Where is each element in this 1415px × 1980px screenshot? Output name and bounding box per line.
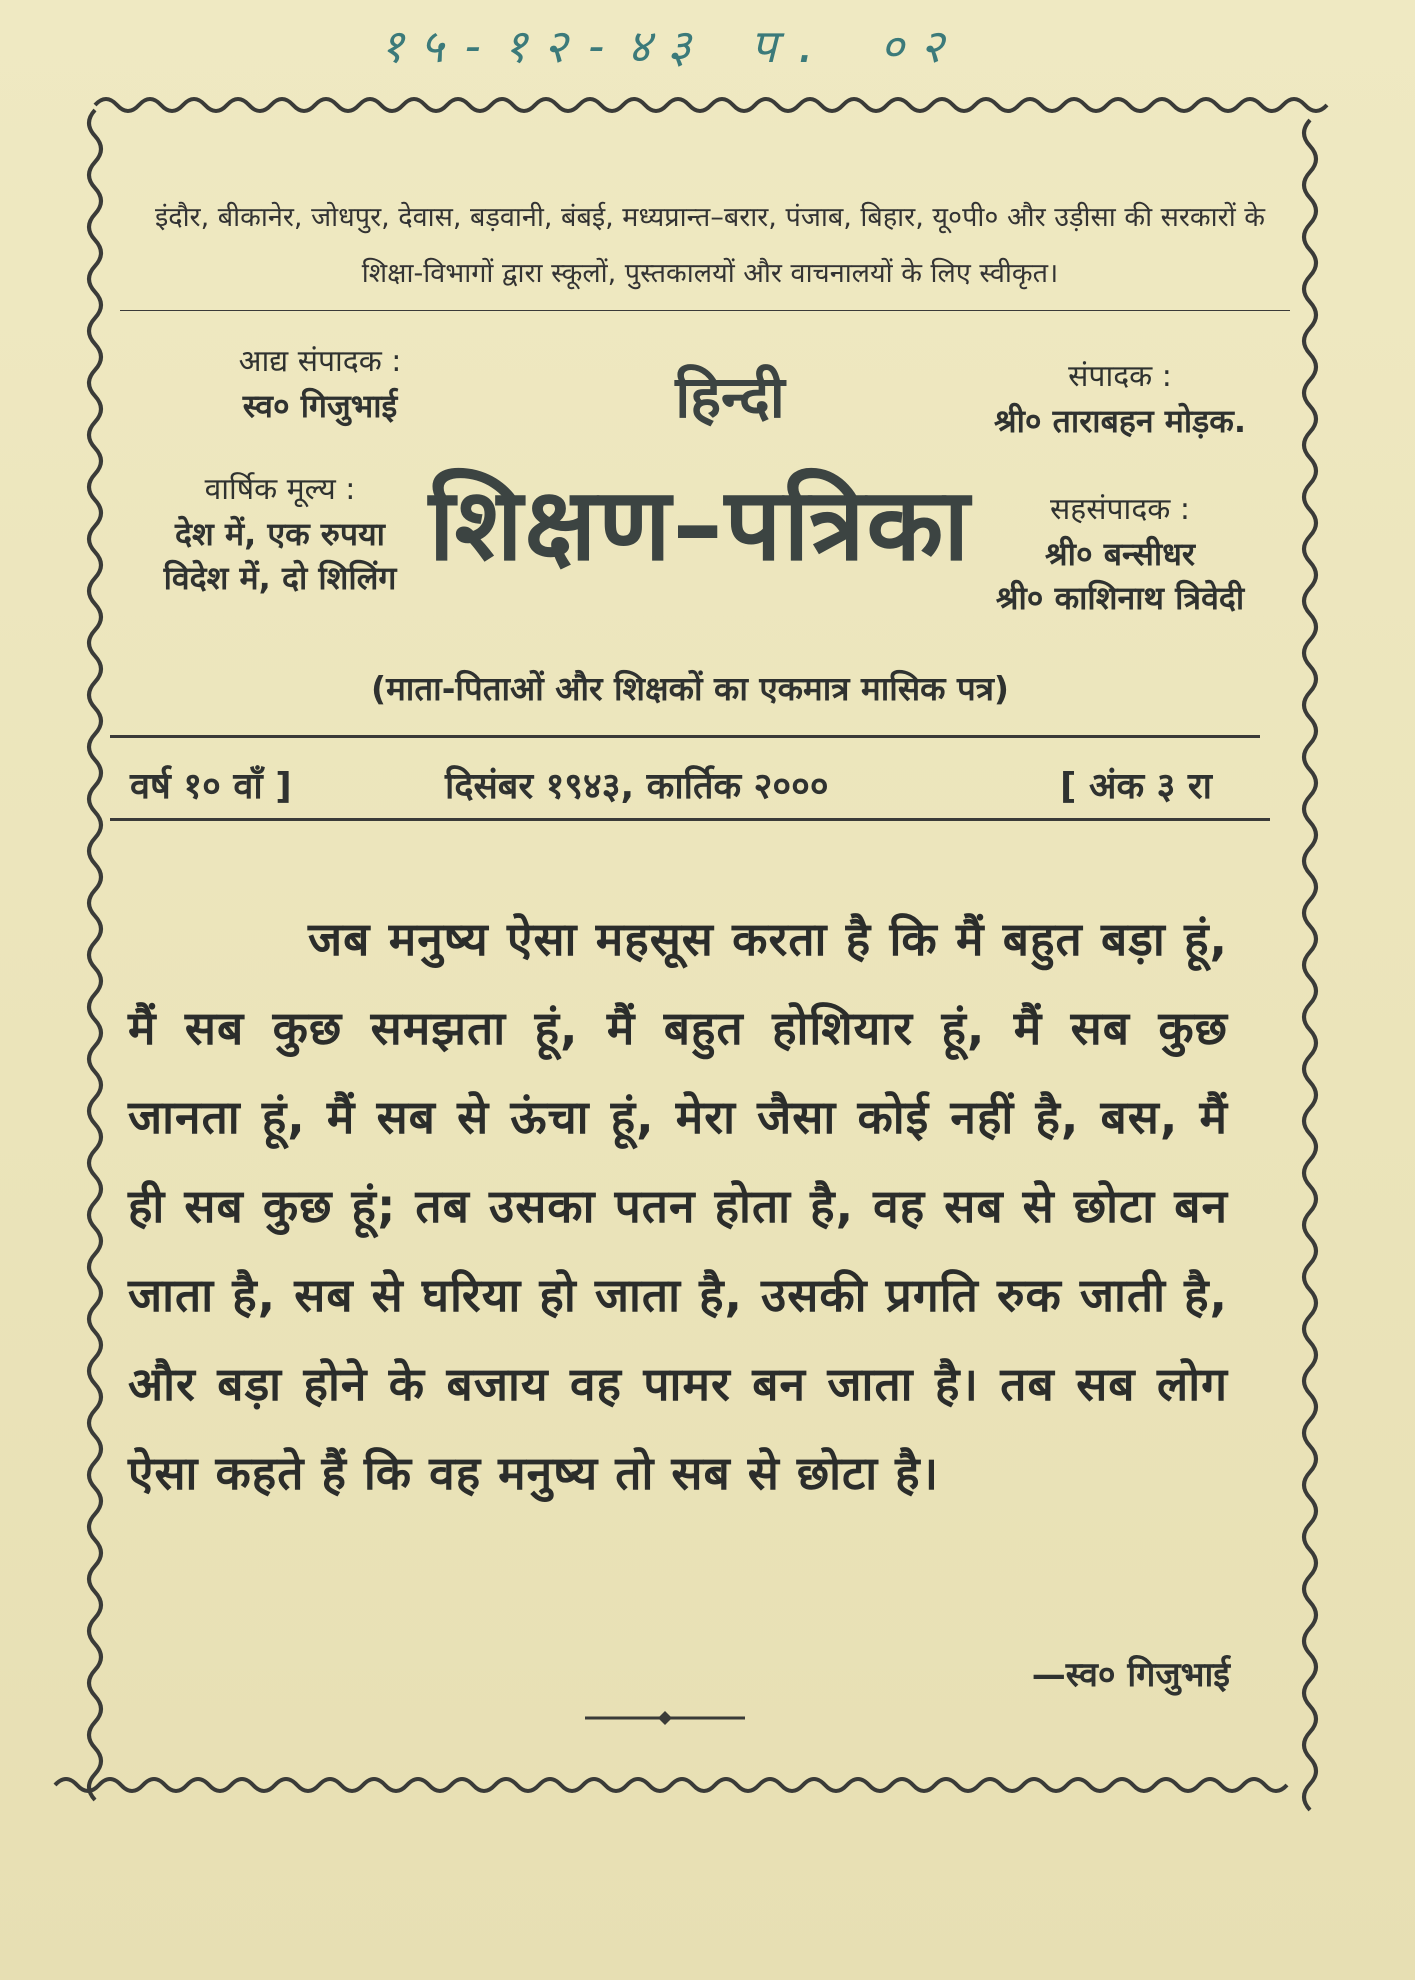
title-small: हिन्दी bbox=[675, 363, 785, 431]
founding-editor-name: स्व० गिजुभाई bbox=[242, 387, 398, 425]
subscription-foreign: विदेश में, दो शिलिंग bbox=[163, 559, 397, 597]
body-text: जब मनुष्य ऐसा महसूस करता है कि मैं बहुत बड़ा हूं, मैं सब कुछ समझता हूं, मैं बहुत होशियार हूं, मैं सब कुछ जानता हूं, मैं सब से ऊंचा हूं, मेरा जैसा कोई नहीं है, बस, मैं ही सब कुछ हूं; तब उसका पतन होता है, वह सब से छोटा बन जाता है, सब से घरिया हो जाता है, उसकी प्रगति रुक जाती है, और बड़ा होने के बजाय वह पामर बन जाता है। तब सब लोग ऐसा कहते हैं कि वह मनुष्य तो सब से छोटा है। bbox=[128, 912, 1228, 1500]
co-editors-label: सहसंपादक : bbox=[1050, 492, 1190, 527]
editor-block bbox=[950, 355, 1290, 443]
issue-number: [ अंक ३ रा bbox=[1060, 766, 1212, 807]
border-left bbox=[89, 110, 101, 1800]
ornament-divider bbox=[585, 1708, 745, 1728]
tagline: (माता-पिताओं और शिक्षकों का एकमात्र मासिक पत्र) bbox=[370, 669, 1010, 708]
border-right bbox=[1304, 120, 1316, 1810]
border-top bbox=[95, 99, 1327, 111]
subscription-domestic: देश में, एक रुपया bbox=[175, 515, 385, 553]
issue-year: वर्ष १० वाँ ] bbox=[130, 766, 292, 807]
founding-editor-block bbox=[170, 340, 470, 428]
co-editors-block bbox=[950, 488, 1290, 620]
divider bbox=[120, 310, 1290, 311]
subscription-block bbox=[120, 468, 440, 600]
border-bottom bbox=[55, 1779, 1287, 1791]
masthead-title: शिक्षण–पत्रिका bbox=[428, 466, 972, 583]
founding-editor-label: आद्य संपादक : bbox=[238, 344, 402, 379]
author-signature: —स्व० गिजुभाई bbox=[1031, 1655, 1230, 1695]
subscription-label: वार्षिक मूल्य : bbox=[204, 472, 356, 507]
co-editor-name: श्री० बन्सीधर bbox=[1045, 535, 1195, 573]
editor-label: संपादक : bbox=[1068, 359, 1172, 394]
editor-name: श्री० ताराबहन मोड़क. bbox=[993, 402, 1247, 440]
divider bbox=[110, 735, 1260, 738]
approval-note: इंदौर, बीकानेर, जोधपुर, देवास, बड़वानी, बंबई, मध्यप्रान्त–बरार, पंजाब, बिहार, यू०पी० और उड़ीसा की सरकारों के शिक्षा-विभागों द्वारा स्कूलों, पुस्तकालयों और वाचनालयों के लिए स्वीकृत। bbox=[154, 202, 1266, 289]
divider bbox=[110, 818, 1270, 821]
issue-date: दिसंबर १९४३, कार्तिक २००० bbox=[445, 766, 829, 807]
handwritten-note: १५-१२-४३ प. ०२ bbox=[380, 19, 960, 73]
co-editor-name: श्री० काशिनाथ त्रिवेदी bbox=[995, 579, 1245, 617]
